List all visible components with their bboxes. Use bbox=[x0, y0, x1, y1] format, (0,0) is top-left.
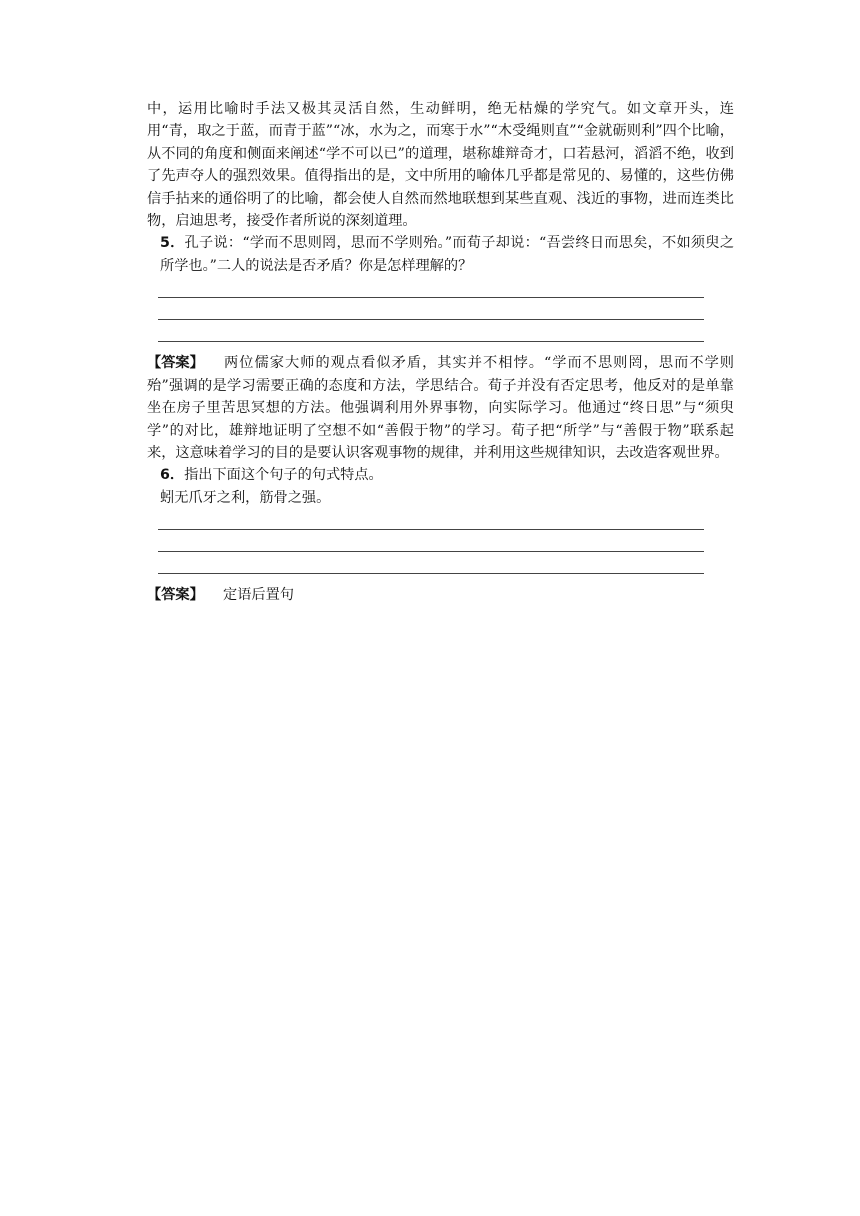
answer-block bbox=[147, 352, 734, 464]
answer-blank-line[interactable] bbox=[158, 275, 704, 297]
intro-paragraph: 中，运用比喻时手法又极其灵活自然，生动鲜明，绝无枯燥的学究气。如文章开头，连用“青，取之于蓝，而青于蓝”“冰，水为之，而寒于水”“木受绳则直”“金就砺则利”四个比喻，从不同的角度和侧面来阐述“学不可以已”的道理，堪称雄辩奇才，口若悬河，滔滔不绝，收到了先声夺人的强烈效果。值得指出的是，文中所用的喻体几乎都是常见的、易懂的，这些仿佛信手拈来的通俗明了的比喻，都会使人自然而然地联想到某些直观、浅近的事物，进而连类比物，启迪思考，接受作者所说的深刻道理。 bbox=[147, 101, 734, 230]
answer-blank-line[interactable] bbox=[158, 530, 704, 552]
question-prompt: 指出下面这个句子的句式特点。 bbox=[184, 467, 383, 484]
answer-blank-line[interactable] bbox=[158, 552, 704, 574]
answer-blank-line[interactable] bbox=[158, 298, 704, 320]
answer-lines bbox=[158, 513, 704, 580]
answer-blank-line[interactable] bbox=[158, 320, 704, 342]
question-prompt: 孔子说：“学而不思则罔，思而不学则殆。”而荀子却说：“吾尝终日而思矣，不如须臾之所学也。”二人的说法是否矛盾？你是怎样理解的？ bbox=[160, 235, 735, 274]
answer-label: 【答案】 bbox=[147, 355, 204, 372]
question-6 bbox=[147, 464, 734, 606]
answer-blank-line[interactable] bbox=[158, 507, 704, 529]
answer-label: 【答案】 bbox=[147, 587, 204, 604]
question-text bbox=[147, 232, 734, 277]
answer-text: 定语后置句 bbox=[223, 587, 294, 604]
question-number: 5． bbox=[160, 235, 185, 252]
document-body bbox=[147, 98, 734, 607]
question-number: 6． bbox=[160, 467, 185, 484]
answer-block bbox=[147, 584, 734, 606]
answer-text: 两位儒家大师的观点看似矛盾，其实并不相悖。“学而不思则罔，思而不学则殆”强调的是学习需要正确的态度和方法，学思结合。荀子并没有否定思考，他反对的是单靠坐在房子里苦思冥想的方法。他强调利用外界事物，向实际学习。他通过“终日思”与“须臾学”的对比，雄辩地证明了空想不如“善假于物”的学习。荀子把“所学”与“善假于物”联系起来，这意味着学习的目的是要认识客观事物的规律，并利用这些规律知识，去改造客观世界。 bbox=[147, 355, 734, 462]
question-text bbox=[147, 464, 734, 486]
answer-lines bbox=[158, 281, 704, 348]
quoted-sentence: 蚓无爪牙之利，筋骨之强。 bbox=[160, 489, 331, 506]
question-5 bbox=[147, 232, 734, 464]
